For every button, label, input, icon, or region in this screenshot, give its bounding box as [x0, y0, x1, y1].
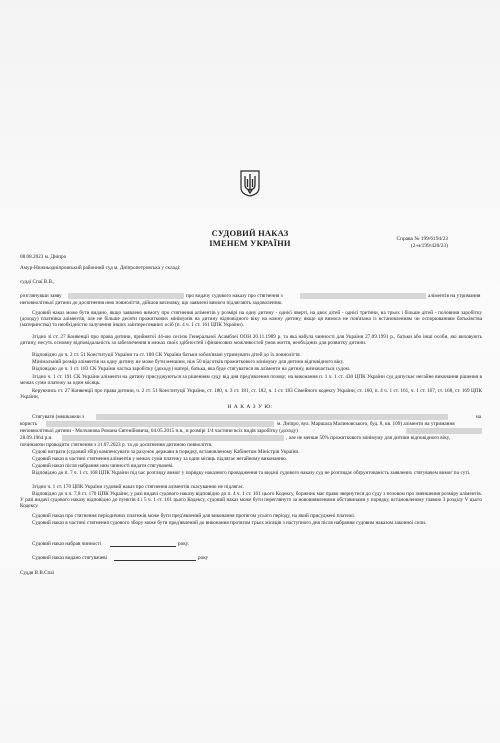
paragraph-grounds: Керуючись ст. 27 Конвенції про права дитини, ч. 2 ст. 51 Конституції України, ст. 180, ч. 3 ст. 181, ст. 182, ч. 1 ст. 183 Сімейного кодексу України, ст. 160, п. 4 ч. 1 ст. 161, ч. 1 ст. 167, ст. 168, ст. 169 ЦПК України,: [20, 388, 482, 401]
document-title: СУДОВИЙ НАКАЗ: [211, 228, 289, 238]
o1-line5: починаючи проводити стягнення з 31.07.2023 р. та до досягнення дитиною повноліття.: [20, 442, 213, 448]
date-place: 08.08.2023 м. Дніпро: [20, 254, 67, 260]
redacted-data: [62, 435, 284, 441]
o1-line2a: користь: [20, 421, 38, 427]
o1-line4a: 28.09.1964 р.н.: [20, 435, 53, 441]
issued-date-blank: [114, 560, 196, 561]
case-number-line: Справа № 199/6194/23: [396, 236, 448, 242]
order-issue: Судовий наказ після набрання ним чинності видати стягувачеві.: [32, 463, 174, 469]
order-no-cancel: Згідно ч. 1 ст. 170 ЦПК України судовий наказ про стягнення аліментів скасуванню не підлягає.: [32, 484, 245, 490]
effective-suffix: року.: [178, 541, 190, 547]
order-costs: Судові витрати (судовий збір) компенсувати за рахунок держави в порядку, встановленому Кабінетом Міністрів України.: [32, 449, 300, 455]
o1-line2b: м. Дніпро, вул. Маршала Малиновського, буд. 8, кв. 109) аліменти на утримання: [277, 421, 455, 427]
court-composition: Амур-Нижньодніпровський районний суд м. Дніпропетровська у складі:: [20, 265, 181, 271]
order-heading: Н А К А З У Ю:: [227, 404, 273, 410]
paragraph-share: Відповідно до ч. 1 ст. 183 СК України частка заробітку (доходу) матері, батька, яка буде стягуватися як аліменти на дитину, визначається судом.: [32, 366, 351, 372]
issued-label: Судовий наказ видано стягувачеві: [32, 555, 108, 561]
case-number-sub: (2-н/199/420/23): [410, 242, 448, 249]
p1-end: аліментів на утримання: [428, 293, 481, 299]
order-periodic: Судовий наказ про стягнення періодичних платежів може бути пред'явлений для виконання протягом усього періоду, на який присуджені платежі.: [32, 513, 356, 519]
paragraph-conditions: Судовий наказ може бути видано, якщо заявлено вимогу про стягнення аліментів у розмірі на одну дитину - однієї чверті, на двох дітей - однієї третини, на трьох і більше дітей - половини заробітку (доходу) платника аліментів, але не більше десяти прожиткових мінімумів на дитину відповідного віку на кожну дитину, якщо ця вимога не пов'язана із встановленням чи оспорюванням батьківства (материнства) та необхідністю залучення інших заінтересованих осіб (п. 4 ч. 1 ст. 161 ЦПК України).: [20, 310, 482, 329]
o1-line3: неповнолітньої дитини - Молчанова Романа Євгенійовича, 04.05.2015 н.в., в розмірі 1/4 частини всіх видів заробітку (доходу): [20, 428, 298, 434]
redacted-name: [68, 293, 184, 299]
p1-start: розглянувши заяву: [20, 293, 62, 299]
redacted-data: [406, 428, 482, 434]
effective-date-blank: [110, 546, 176, 547]
order-merits: Відповідно до п. 7 ч. 1 ст. 168 ЦПК України під час розгляду вимог у порядку наказного провадження та видачі судового наказу суд не розглядає обґрунтованість заявлених стягувачем вимог по суті.: [32, 470, 471, 476]
p1-line2: неповнолітньої дитини до досягнення нею повноліття, дійшов висновку, що заявлені вимоги підлягають задоволенню.: [20, 300, 283, 306]
issued-suffix: року: [198, 555, 209, 561]
document-subtitle: ІМЕНЕМ УКРАЇНИ: [209, 238, 291, 248]
p1-mid: про видачу судового наказу про стягнення з: [186, 293, 283, 299]
paragraph-convention: Згідно зі ст. 27 Конвенції про права дитини, прийнятої 44-ою сесією Генеральної Асамблеї ООН 20.11.1989 р. та яка набула чинності для України 27.09.1991 р., батьки або інші особи, які виховують дитину, несуть основну відповідальність за забезпечення в межах своїх здібностей і фінансових можливостей умов життя, необхідних для розвитку дитини.: [20, 334, 482, 347]
effective-label: Судовий наказ набрав чинності: [32, 541, 102, 547]
redacted-claimant: [46, 421, 274, 427]
o1-end: на: [476, 414, 482, 420]
coat-of-arms-icon: [240, 170, 260, 197]
order-fee: Судовий наказ в частині стягнення судового збору може бути пред'явлений до виконання протягом трьох місяців з наступного дня після набрання судовим наказом законної сили.: [32, 520, 427, 526]
order-review: Відповідно до ч.ч. 7,8 ст. 170 ЦПК України, у разі видачі судового наказу відповідно до п. 4 ч. 1 ст. 161 цього Кодексу, боржник має право звернутися до суду з позовом про зменшення розміру аліментів. У разі видачі судового наказу відповідно до пунктів 4 і 5 ч. 1 ст. 161 цього Кодексу, судовий наказ може бути переглянуто за нововиявленими обставинами у порядку, встановленому главою 3 розділу V цього Кодексу.: [20, 491, 482, 510]
redacted-name: [300, 293, 426, 299]
paragraph-minimum: Мінімальний розмір аліментів на одну дитину не може бути меншим, ніж 50 відсотків прожиткового мінімуму для дитини відповідного віку.: [32, 359, 344, 365]
paragraph-constitution: Відповідно до ч. 2 ст. 51 Конституції України та ст. 180 СК України батьки зобов'язані утримувати дітей до їх повноліття.: [32, 352, 301, 358]
judge-line: судді Спаї В.В.,: [20, 279, 55, 285]
redacted-debtor: [96, 414, 448, 420]
order-immediate: Судовий наказ в частині стягнення аліментів у межах суми платежу за один місяць підлягає негайному виконанню.: [32, 456, 288, 462]
o1-start: Стягувати (мешкаючи з: [32, 414, 85, 420]
paragraph-award: Згідно ч. 1 ст. 191 СК України аліменти на дитину присуджуються за рішенням суду від дня пред'явлення позову; на виконання п. 1 ч. 1 ст. 430 ЦПК України суд допускає негайне виконання рішення в межах суми платежу за один місяць.: [20, 374, 482, 387]
judge-signature: Суддя В.В.Спаї: [20, 570, 55, 576]
o1-line4b: , але не менше 50% прожиткового мінімуму для дитини відповідного віку,: [286, 435, 451, 441]
